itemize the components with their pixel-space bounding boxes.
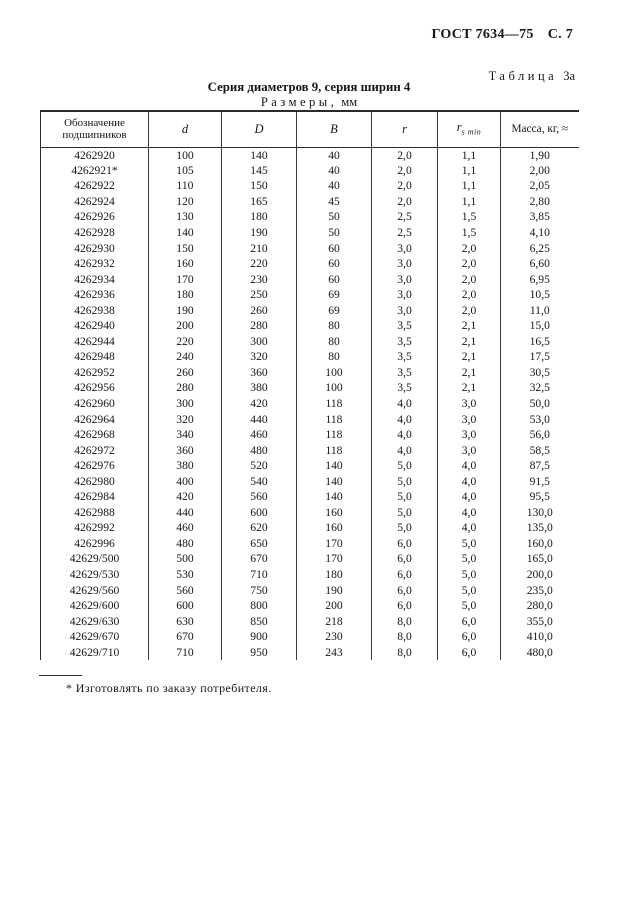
cell-r: 3,5 [372, 334, 438, 350]
cell-mass: 95,5 [529, 490, 550, 504]
cell-B: 45 [297, 194, 372, 210]
cell-rs-min: 2,1 [438, 365, 501, 381]
cell-d: 170 [149, 271, 222, 287]
cell-B: 160 [297, 520, 372, 536]
table-row [41, 240, 579, 256]
cell-designation: 4262930 [41, 240, 149, 256]
cell-d: 105 [149, 163, 222, 179]
cell-designation: 4262926 [41, 209, 149, 225]
table-row [41, 396, 579, 412]
cell-B: 69 [297, 302, 372, 318]
footnote-text: * Изготовлять по заказу потребителя. [66, 681, 272, 695]
cell-rs-min: 1,1 [438, 178, 501, 194]
cell-D: 320 [222, 349, 297, 365]
cell-B: 118 [297, 442, 372, 458]
cell-B: 180 [297, 567, 372, 583]
cell-B: 218 [297, 613, 372, 629]
cell-r: 6,0 [372, 536, 438, 552]
cell-mass: 6,25 [529, 241, 550, 255]
cell-mass: 15,0 [529, 319, 550, 333]
cell-r: 3,5 [372, 380, 438, 396]
table-row [41, 442, 579, 458]
page-number: С. 7 [547, 27, 573, 42]
cell-mass: 10,5 [529, 288, 550, 302]
cell-designation: 42629/500 [41, 551, 149, 567]
cell-rs-min: 2,1 [438, 380, 501, 396]
cell-r: 5,0 [372, 505, 438, 521]
cell-designation: 4262972 [41, 442, 149, 458]
cell-rs-min: 5,0 [438, 582, 501, 598]
cell-d: 670 [149, 629, 222, 645]
cell-mass: 4,10 [529, 226, 550, 239]
cell-designation: 4262920 [41, 147, 149, 163]
cell-D: 800 [222, 598, 297, 614]
cell-B: 190 [297, 582, 372, 598]
cell-B: 118 [297, 396, 372, 412]
cell-r: 4,0 [372, 411, 438, 427]
cell-rs-min: 1,5 [438, 225, 501, 241]
cell-d: 150 [149, 240, 222, 256]
cell-B: 80 [297, 334, 372, 350]
cell-designation: 4262948 [41, 349, 149, 365]
cell-mass: 135,0 [526, 521, 553, 535]
cell-r: 5,0 [372, 489, 438, 505]
cell-r: 5,0 [372, 458, 438, 474]
cell-designation: 42629/560 [41, 582, 149, 598]
cell-rs-min: 1,1 [438, 194, 501, 210]
cell-D: 710 [222, 567, 297, 583]
cell-rs-min: 1,1 [438, 163, 501, 179]
cell-mass: 355,0 [526, 614, 553, 628]
cell-B: 170 [297, 536, 372, 552]
cell-D: 750 [222, 582, 297, 598]
cell-r: 2,0 [372, 178, 438, 194]
cell-mass: 11,0 [529, 303, 550, 317]
cell-d: 200 [149, 318, 222, 334]
cell-d: 180 [149, 287, 222, 303]
cell-d: 120 [149, 194, 222, 210]
cell-rs-min: 2,1 [438, 349, 501, 365]
table-row [41, 551, 579, 567]
cell-B: 50 [297, 225, 372, 241]
cell-rs-min: 3,0 [438, 396, 501, 412]
table-label-number: 3а [563, 69, 575, 83]
cell-B: 140 [297, 473, 372, 489]
cell-designation: 4262944 [41, 334, 149, 350]
cell-mass: 6,60 [529, 257, 550, 271]
table-row [41, 520, 579, 536]
cell-d: 190 [149, 302, 222, 318]
cell-mass: 53,0 [529, 412, 550, 426]
cell-designation: 42629/530 [41, 567, 149, 583]
cell-B: 160 [297, 505, 372, 521]
cell-mass: 87,5 [529, 459, 550, 473]
table-row [41, 489, 579, 505]
cell-r: 3,5 [372, 318, 438, 334]
cell-D: 210 [222, 240, 297, 256]
cell-D: 420 [222, 396, 297, 412]
cell-D: 460 [222, 427, 297, 443]
cell-mass: 50,0 [529, 397, 550, 411]
cell-mass: 1,90 [529, 148, 550, 162]
cell-D: 230 [222, 271, 297, 287]
cell-D: 300 [222, 334, 297, 350]
cell-d: 240 [149, 349, 222, 365]
cell-r: 5,0 [372, 473, 438, 489]
cell-d: 160 [149, 256, 222, 272]
cell-designation: 4262992 [41, 520, 149, 536]
cell-designation: 4262980 [41, 473, 149, 489]
page-title: Серия диаметров 9, серия ширин 4 [207, 80, 411, 94]
cell-mass: 280,0 [526, 599, 553, 613]
cell-rs-min: 5,0 [438, 536, 501, 552]
cell-D: 180 [222, 209, 297, 225]
table-row [41, 505, 579, 521]
cell-mass: 2,05 [529, 179, 550, 193]
table-row [41, 225, 579, 241]
cell-mass: 2,00 [529, 163, 550, 177]
cell-B: 60 [297, 256, 372, 272]
subtitle-word: Размеры, [260, 95, 338, 109]
cell-B: 80 [297, 318, 372, 334]
cell-d: 400 [149, 473, 222, 489]
cell-D: 360 [222, 365, 297, 381]
table-row [41, 645, 579, 661]
cell-designation: 4262960 [41, 396, 149, 412]
cell-rs-min: 4,0 [438, 505, 501, 521]
cell-D: 480 [222, 442, 297, 458]
cell-designation: 42629/630 [41, 613, 149, 629]
cell-rs-min: 6,0 [438, 629, 501, 645]
cell-rs-min: 4,0 [438, 473, 501, 489]
cell-d: 560 [149, 582, 222, 598]
cell-designation: 42629/670 [41, 629, 149, 645]
cell-designation: 4262964 [41, 411, 149, 427]
cell-r: 6,0 [372, 582, 438, 598]
cell-B: 40 [297, 163, 372, 179]
cell-mass: 410,0 [526, 630, 553, 644]
cell-rs-min: 6,0 [438, 613, 501, 629]
cell-designation: 4262968 [41, 427, 149, 443]
cell-d: 130 [149, 209, 222, 225]
cell-rs-min: 2,0 [438, 287, 501, 303]
cell-D: 540 [222, 473, 297, 489]
cell-rs-min: 3,0 [438, 411, 501, 427]
cell-designation: 4262940 [41, 318, 149, 334]
cell-mass: 91,5 [529, 474, 550, 488]
cell-B: 170 [297, 551, 372, 567]
table-row [41, 194, 579, 210]
footnote-block [39, 675, 459, 696]
cell-d: 440 [149, 505, 222, 521]
cell-designation: 4262924 [41, 194, 149, 210]
cell-d: 360 [149, 442, 222, 458]
cell-mass: 165,0 [526, 552, 553, 566]
title-block [40, 81, 578, 109]
column-header: D [222, 111, 297, 147]
cell-d: 260 [149, 365, 222, 381]
column-header: B [297, 111, 372, 147]
cell-r: 3,0 [372, 302, 438, 318]
table-row [41, 287, 579, 303]
cell-rs-min: 3,0 [438, 442, 501, 458]
table-label-word: Таблица [488, 69, 558, 83]
table-row [41, 271, 579, 287]
cell-d: 500 [149, 551, 222, 567]
cell-r: 3,0 [372, 271, 438, 287]
cell-D: 280 [222, 318, 297, 334]
cell-B: 40 [297, 147, 372, 163]
cell-B: 50 [297, 209, 372, 225]
cell-B: 243 [297, 645, 372, 661]
cell-d: 710 [149, 645, 222, 661]
cell-d: 630 [149, 613, 222, 629]
cell-mass: 17,5 [529, 350, 550, 364]
table-row [41, 163, 579, 179]
table-row [41, 256, 579, 272]
bearing-size-table-wrap [40, 110, 579, 660]
cell-mass: 6,95 [529, 272, 550, 286]
cell-D: 440 [222, 411, 297, 427]
cell-rs-min: 2,0 [438, 240, 501, 256]
cell-r: 3,0 [372, 240, 438, 256]
table-row [41, 334, 579, 350]
cell-mass: 235,0 [526, 583, 553, 597]
cell-rs-min: 6,0 [438, 645, 501, 661]
cell-D: 150 [222, 178, 297, 194]
cell-B: 200 [297, 598, 372, 614]
cell-D: 250 [222, 287, 297, 303]
cell-designation: 4262928 [41, 225, 149, 241]
cell-designation: 42629/710 [41, 645, 149, 661]
cell-r: 6,0 [372, 567, 438, 583]
table-row [41, 427, 579, 443]
cell-D: 650 [222, 536, 297, 552]
table-row [41, 613, 579, 629]
cell-r: 8,0 [372, 629, 438, 645]
subtitle-unit: мм [341, 95, 358, 109]
cell-r: 4,0 [372, 442, 438, 458]
cell-rs-min: 5,0 [438, 551, 501, 567]
cell-designation: 4262938 [41, 302, 149, 318]
table-row [41, 629, 579, 645]
cell-d: 340 [149, 427, 222, 443]
cell-B: 100 [297, 380, 372, 396]
cell-rs-min: 5,0 [438, 598, 501, 614]
cell-designation: 4262921* [41, 163, 149, 179]
cell-r: 2,0 [372, 163, 438, 179]
cell-r: 6,0 [372, 598, 438, 614]
cell-r: 8,0 [372, 645, 438, 661]
table-row [41, 349, 579, 365]
footnote-separator [39, 675, 82, 676]
table-header-row [41, 111, 579, 147]
cell-D: 380 [222, 380, 297, 396]
cell-D: 950 [222, 645, 297, 661]
cell-rs-min: 4,0 [438, 458, 501, 474]
standard-number: ГОСТ 7634—75 [431, 27, 534, 42]
cell-d: 100 [149, 147, 222, 163]
cell-designation: 4262984 [41, 489, 149, 505]
cell-d: 460 [149, 520, 222, 536]
cell-rs-min: 5,0 [438, 567, 501, 583]
table-row [41, 458, 579, 474]
cell-d: 480 [149, 536, 222, 552]
cell-mass: 30,5 [529, 365, 550, 379]
table-row [41, 411, 579, 427]
cell-D: 900 [222, 629, 297, 645]
cell-B: 60 [297, 271, 372, 287]
table-row [41, 567, 579, 583]
cell-d: 300 [149, 396, 222, 412]
cell-designation: 4262922 [41, 178, 149, 194]
table-row [41, 598, 579, 614]
cell-d: 280 [149, 380, 222, 396]
cell-designation: 4262936 [41, 287, 149, 303]
cell-r: 3,5 [372, 365, 438, 381]
cell-D: 145 [222, 163, 297, 179]
cell-r: 2,5 [372, 209, 438, 225]
cell-D: 190 [222, 225, 297, 241]
column-header: Обозначение подшипников [41, 111, 149, 147]
cell-D: 260 [222, 302, 297, 318]
cell-designation: 4262956 [41, 380, 149, 396]
cell-designation: 4262952 [41, 365, 149, 381]
cell-mass: 130,0 [526, 505, 553, 519]
cell-r: 6,0 [372, 551, 438, 567]
page-subtitle [40, 95, 578, 109]
cell-designation: 4262932 [41, 256, 149, 272]
cell-D: 620 [222, 520, 297, 536]
cell-r: 2,0 [372, 147, 438, 163]
cell-D: 220 [222, 256, 297, 272]
cell-r: 2,0 [372, 194, 438, 210]
cell-r: 2,5 [372, 225, 438, 241]
cell-rs-min: 2,0 [438, 302, 501, 318]
column-header: Масса, кг, ≈ [501, 111, 579, 147]
cell-B: 140 [297, 458, 372, 474]
cell-r: 3,0 [372, 287, 438, 303]
cell-D: 165 [222, 194, 297, 210]
cell-B: 80 [297, 349, 372, 365]
table-row [41, 147, 579, 163]
cell-mass: 32,5 [529, 381, 550, 395]
cell-D: 670 [222, 551, 297, 567]
cell-rs-min: 1,5 [438, 209, 501, 225]
cell-mass: 58,5 [529, 443, 550, 457]
table-row [41, 365, 579, 381]
cell-d: 110 [149, 178, 222, 194]
cell-mass: 480,0 [526, 645, 553, 659]
cell-r: 5,0 [372, 520, 438, 536]
cell-B: 60 [297, 240, 372, 256]
table-row [41, 318, 579, 334]
cell-B: 69 [297, 287, 372, 303]
page-header [432, 27, 573, 43]
cell-D: 850 [222, 613, 297, 629]
cell-mass: 2,80 [529, 194, 550, 208]
cell-designation: 4262934 [41, 271, 149, 287]
cell-d: 140 [149, 225, 222, 241]
cell-B: 140 [297, 489, 372, 505]
cell-designation: 4262988 [41, 505, 149, 521]
table-row [41, 582, 579, 598]
cell-mass: 3,85 [529, 210, 550, 224]
cell-r: 3,0 [372, 256, 438, 272]
cell-D: 520 [222, 458, 297, 474]
cell-B: 40 [297, 178, 372, 194]
cell-r: 3,5 [372, 349, 438, 365]
cell-d: 420 [149, 489, 222, 505]
table-row [41, 302, 579, 318]
cell-rs-min: 2,0 [438, 256, 501, 272]
cell-r: 4,0 [372, 427, 438, 443]
column-header: $r_{s min}$ [438, 111, 501, 147]
cell-mass: 160,0 [526, 536, 553, 550]
table-row [41, 209, 579, 225]
cell-r: 4,0 [372, 396, 438, 412]
table-row [41, 536, 579, 552]
cell-rs-min: 1,1 [438, 147, 501, 163]
cell-designation: 4262996 [41, 536, 149, 552]
cell-mass: 56,0 [529, 428, 550, 442]
table-row [41, 380, 579, 396]
cell-rs-min: 4,0 [438, 520, 501, 536]
table-row [41, 473, 579, 489]
cell-rs-min: 2,1 [438, 334, 501, 350]
cell-rs-min: 3,0 [438, 427, 501, 443]
cell-rs-min: 2,0 [438, 271, 501, 287]
cell-mass: 200,0 [526, 568, 553, 582]
cell-d: 320 [149, 411, 222, 427]
cell-rs-min: 4,0 [438, 489, 501, 505]
cell-mass: 16,5 [529, 334, 550, 348]
cell-d: 380 [149, 458, 222, 474]
cell-r: 8,0 [372, 613, 438, 629]
cell-rs-min: 2,1 [438, 318, 501, 334]
cell-d: 530 [149, 567, 222, 583]
cell-D: 560 [222, 489, 297, 505]
cell-B: 118 [297, 427, 372, 443]
cell-d: 600 [149, 598, 222, 614]
cell-D: 600 [222, 505, 297, 521]
table-row [41, 178, 579, 194]
cell-B: 118 [297, 411, 372, 427]
cell-B: 230 [297, 629, 372, 645]
cell-B: 100 [297, 365, 372, 381]
cell-designation: 4262976 [41, 458, 149, 474]
column-header: d [149, 111, 222, 147]
cell-designation: 42629/600 [41, 598, 149, 614]
column-header: r [372, 111, 438, 147]
size-table [40, 110, 579, 660]
cell-D: 140 [222, 147, 297, 163]
cell-d: 220 [149, 334, 222, 350]
